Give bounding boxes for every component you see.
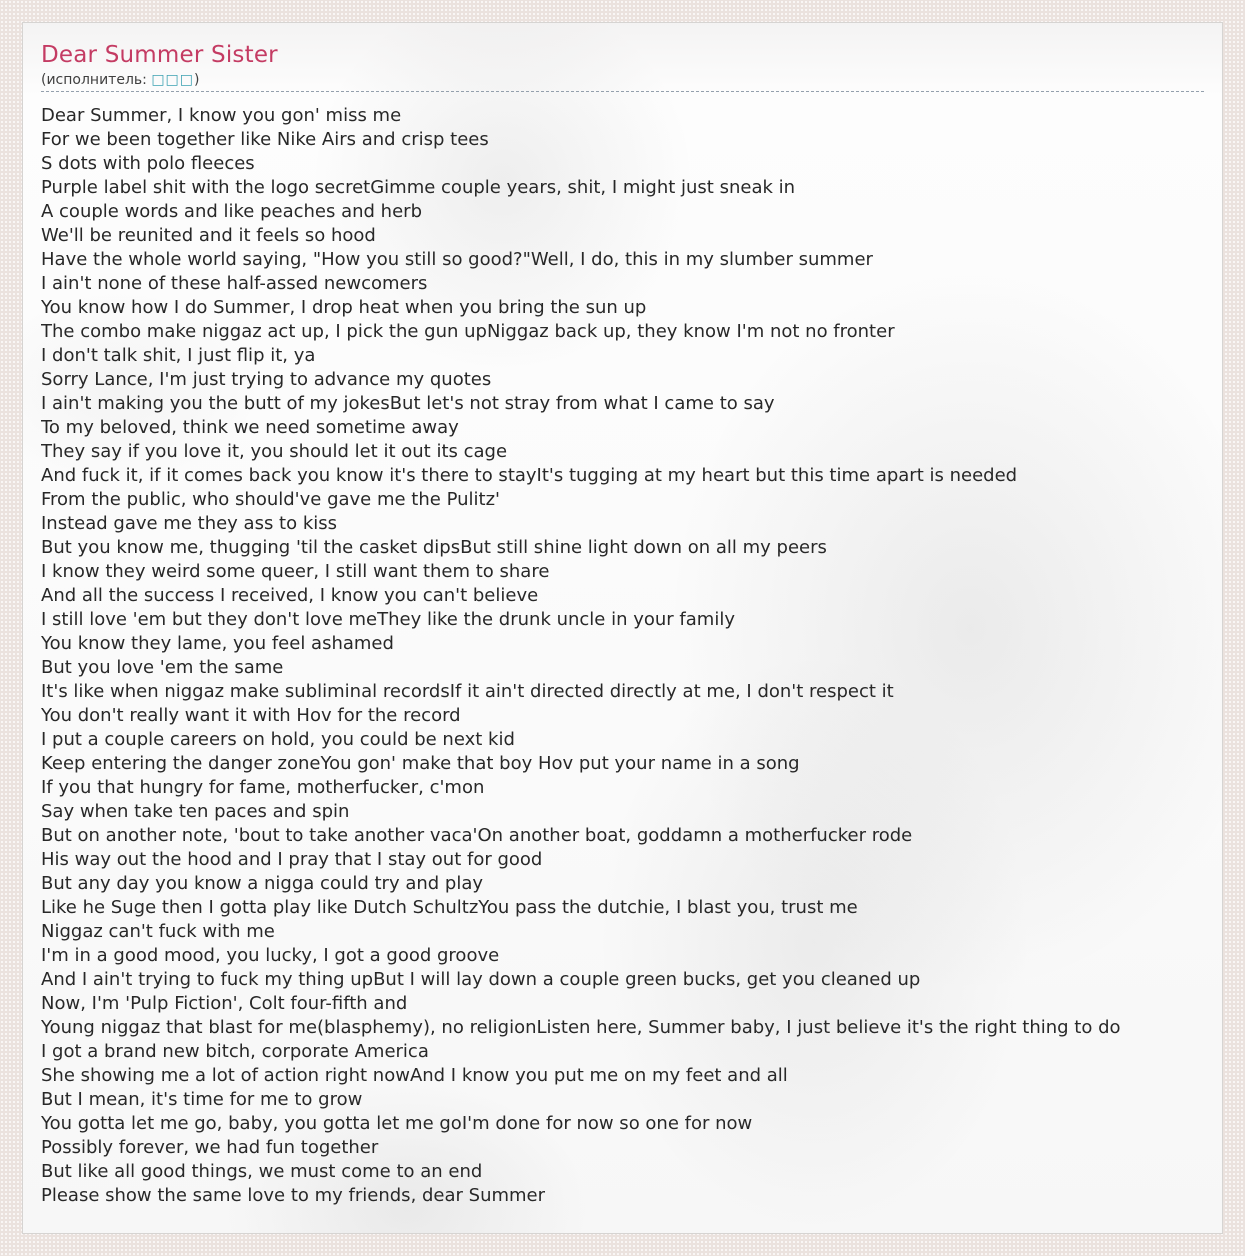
lyric-line: You know how I do Summer, I drop heat when you bring the sun up [41, 297, 647, 319]
lyric-line: I know they weird some queer, I still want them to share [41, 561, 550, 583]
lyric-line: A couple words and like peaches and herb [41, 201, 422, 223]
lyric-line: We'll be reunited and it feels so hood [41, 225, 376, 247]
lyric-line: Young niggaz that blast for me(blasphemy), no religionListen here, Summer baby, I just believe it's the right thing to do [41, 1017, 1121, 1039]
lyric-line: I put a couple careers on hold, you could be next kid [41, 729, 515, 751]
lyric-line: Dear Summer, I know you gon' miss me [41, 105, 402, 127]
lyric-line: Possibly forever, we had fun together [41, 1137, 379, 1159]
lyric-line: The combo make niggaz act up, I pick the gun upNiggaz back up, they know I'm not no fronter [41, 321, 895, 343]
lyric-line: You know they lame, you feel ashamed [41, 633, 394, 655]
lyric-line: From the public, who should've gave me the Pulitz' [41, 489, 500, 511]
lyric-line: I ain't none of these half-assed newcomers [41, 273, 428, 295]
lyric-line: For we been together like Nike Airs and crisp tees [41, 129, 489, 151]
lyric-line: I got a brand new bitch, corporate America [41, 1041, 429, 1063]
lyric-line: To my beloved, think we need sometime away [41, 417, 459, 439]
lyric-line: And all the success I received, I know you can't believe [41, 585, 539, 607]
page-title: Dear Summer Sister [41, 42, 278, 68]
lyric-line: But any day you know a nigga could try and play [41, 873, 484, 895]
artist-line [41, 72, 1204, 88]
lyric-line: Purple label shit with the logo secretGimme couple years, shit, I might just sneak in [41, 177, 796, 199]
lyric-line: Please show the same love to my friends, dear Summer [41, 1185, 546, 1207]
lyric-line: S dots with polo fleeces [41, 153, 255, 175]
lyric-line: You don't really want it with Hov for the record [41, 705, 461, 727]
lyric-line: Now, I'm 'Pulp Fiction', Colt four-fifth and [41, 993, 408, 1015]
lyric-line: And fuck it, if it comes back you know it's there to stayIt's tugging at my heart but this time apart is needed [41, 465, 1018, 487]
lyrics-panel [22, 22, 1223, 1234]
lyric-line: His way out the hood and I pray that I stay out for good [41, 849, 543, 871]
lyric-line: It's like when niggaz make subliminal recordsIf it ain't directed directly at me, I don't respect it [41, 681, 894, 703]
lyric-line: I ain't making you the butt of my jokesBut let's not stray from what I came to say [41, 393, 775, 415]
lyric-line: Like he Suge then I gotta play like Dutch SchultzYou pass the dutchie, I blast you, trust me [41, 897, 858, 919]
lyric-line: Instead gave me they ass to kiss [41, 513, 338, 535]
lyric-line: I still love 'em but they don't love meThey like the drunk uncle in your family [41, 609, 735, 631]
lyric-line: If you that hungry for fame, motherfucker, c'mon [41, 777, 485, 799]
lyric-line: You gotta let me go, baby, you gotta let me goI'm done for now so one for now [41, 1113, 753, 1135]
lyric-line: She showing me a lot of action right nowAnd I know you put me on my feet and all [41, 1065, 788, 1087]
dashed-divider [41, 91, 1204, 92]
lyric-line: But I mean, it's time for me to grow [41, 1089, 363, 1111]
lyric-line: But you love 'em the same [41, 657, 284, 679]
lyric-line: I'm in a good mood, you lucky, I got a good groove [41, 945, 500, 967]
lyric-line: But on another note, 'bout to take another vaca'On another boat, goddamn a motherfucker rode [41, 825, 913, 847]
lyric-line: But you know me, thugging 'til the casket dipsBut still shine light down on all my peers [41, 537, 827, 559]
artist-label-suffix: ) [194, 72, 200, 89]
lyric-line: Niggaz can't fuck with me [41, 921, 275, 943]
lyric-line: Have the whole world saying, "How you still so good?"Well, I do, this in my slumber summer [41, 249, 873, 271]
artist-label-prefix: (исполнитель: [41, 72, 152, 89]
lyric-line: They say if you love it, you should let it out its cage [41, 441, 508, 463]
lyrics-text [41, 104, 1204, 1208]
lyric-line: Sorry Lance, I'm just trying to advance my quotes [41, 369, 492, 391]
artist-link[interactable]: □□□ [151, 72, 194, 89]
lyric-line: Keep entering the danger zoneYou gon' make that boy Hov put your name in a song [41, 753, 800, 775]
lyric-line: And I ain't trying to fuck my thing upBut I will lay down a couple green bucks, get you cleaned up [41, 969, 921, 991]
lyric-line: Say when take ten paces and spin [41, 801, 350, 823]
lyric-line: I don't talk shit, I just flip it, ya [41, 345, 316, 367]
lyric-line: But like all good things, we must come to an end [41, 1161, 483, 1183]
